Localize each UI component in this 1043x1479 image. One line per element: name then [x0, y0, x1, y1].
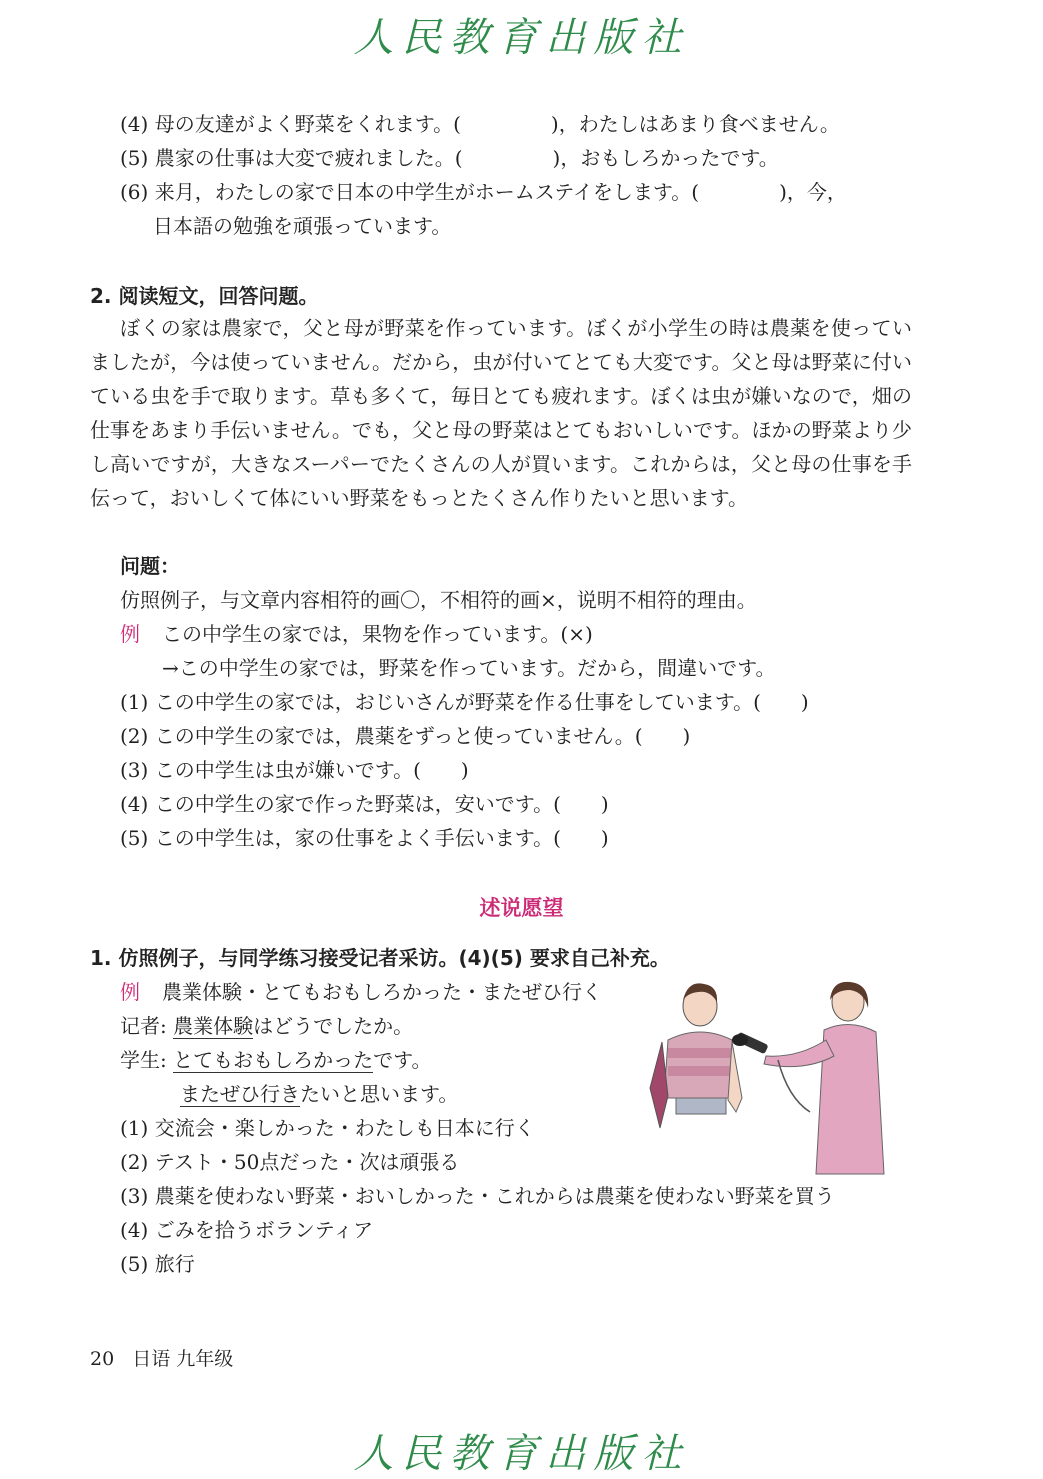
page-footer	[90, 1344, 251, 1371]
item-number: (2)	[120, 724, 149, 748]
item-number: (6)	[120, 180, 149, 204]
fill-item-6-continued: 日本語の勉強を頑張っています。	[153, 214, 452, 238]
publisher-logo-top: 人民教育出版社	[353, 15, 690, 61]
student-label: 学生:	[120, 1048, 167, 1072]
item-text: ごみを拾うボランティア	[154, 1218, 374, 1242]
item-number: (4)	[120, 792, 149, 816]
item-text: 交流会・楽しかった・わたしも日本に行く	[154, 1116, 535, 1140]
item-text: 農家の仕事は大変で疲れました。(	[154, 146, 463, 170]
item-text: テスト・50点だった・次は頑張る	[154, 1150, 460, 1174]
question-label: 问题：	[120, 554, 180, 578]
question-item-5	[120, 821, 609, 855]
publisher-logo-bottom: 人民教育出版社	[353, 1431, 690, 1477]
interview-illustration	[638, 978, 888, 1178]
reporter-rest: はどうでしたか。	[253, 1014, 414, 1038]
book-title: 日语 九年级	[132, 1348, 234, 1370]
student-underlined: とてもおもしろかった	[173, 1048, 374, 1072]
item-text: 母の友達がよく野菜をくれます。(	[154, 112, 461, 136]
interview-item-2	[120, 1145, 459, 1179]
item-number: (5)	[120, 146, 149, 170]
example-text: 農業体験・とてもおもしろかった・またぜひ行く	[162, 980, 602, 1004]
interview-item-3	[120, 1179, 835, 1213]
student-line-2	[180, 1077, 458, 1111]
student-line	[120, 1043, 432, 1077]
example-label: 例	[120, 980, 140, 1004]
question-instruction: 仿照例子，与文章内容相符的画〇，不相符的画×，说明不相符的理由。	[120, 588, 757, 612]
reporter-line	[120, 1009, 413, 1043]
item-text: )，わたしはあまり食べません。	[550, 112, 840, 136]
item-text: 農薬を使わない野菜・おいしかった・これからは農薬を使わない野菜を買う	[154, 1184, 835, 1208]
interview-item-4	[120, 1213, 373, 1247]
reading-passage: ぼくの家は農家で，父と母が野菜を作っています。ぼくが小学生の時は農薬を使っていましたが，今は使っていません。だから，虫が付いてとても大変です。父と母は野菜に付いている虫を手で取ります。草も多くて，毎日とても疲れます。ぼくは虫が嫌いなので，畑の仕事をあまり手伝いません。でも，父と母の野菜はとてもおいしいです。ほかの野菜より少し高いですが，大きなスーパーでたくさんの人が買います。これからは，父と母の仕事を手伝って，おいしくて体にいい野菜をもっとたくさん作りたいと思います。	[90, 316, 912, 510]
interview-heading: 1. 仿照例子，与同学练习接受记者采访。(4)(5) 要求自己补充。	[90, 946, 670, 970]
item-text: この中学生の家では，農薬をずっと使っていません。( )	[154, 724, 691, 748]
item-number: (3)	[120, 758, 149, 782]
item-text: )，おもしろかったです。	[552, 146, 779, 170]
reporter-figure	[732, 982, 884, 1174]
item-text: この中学生は，家の仕事をよく手伝います。( )	[154, 826, 609, 850]
fill-item-6	[120, 175, 847, 209]
item-number: (1)	[120, 690, 149, 714]
item-text: 旅行	[154, 1252, 195, 1276]
item-number: (4)	[120, 112, 149, 136]
fill-item-4	[120, 107, 840, 141]
item-number: (5)	[120, 826, 149, 850]
item-number: (4)	[120, 1218, 149, 1242]
example-text: この中学生の家では，果物を作っています。(×)	[162, 622, 593, 646]
item-number: (1)	[120, 1116, 149, 1140]
example-answer: →この中学生の家では，野菜を作っています。だから，間違いです。	[162, 656, 776, 680]
question-item-2	[120, 719, 690, 753]
page-number: 20	[90, 1348, 115, 1370]
question-item-4	[120, 787, 609, 821]
reporter-underlined: 農業体験	[173, 1014, 254, 1038]
interview-example	[120, 975, 602, 1009]
interview-item-1	[120, 1111, 535, 1145]
item-text: 来月，わたしの家で日本の中学生がホームステイをします。(	[154, 180, 700, 204]
student2-underlined: またぜひ行き	[180, 1082, 300, 1106]
item-text: この中学生は虫が嫌いです。( )	[154, 758, 469, 782]
example-line	[120, 617, 593, 651]
item-text: この中学生の家では，おじいさんが野菜を作る仕事をしています。( )	[154, 690, 809, 714]
student-figure	[650, 983, 742, 1128]
example-label: 例	[120, 622, 140, 646]
question-item-1	[120, 685, 809, 719]
student2-rest: たいと思います。	[300, 1082, 459, 1106]
interview-item-5	[120, 1247, 195, 1281]
item-number: (2)	[120, 1150, 149, 1174]
reporter-label: 记者:	[120, 1014, 167, 1038]
item-number: (3)	[120, 1184, 149, 1208]
item-number: (5)	[120, 1252, 149, 1276]
student-rest: です。	[373, 1048, 432, 1072]
fill-item-5	[120, 141, 779, 175]
question-item-3	[120, 753, 469, 787]
item-text: この中学生の家で作った野菜は，安いです。( )	[154, 792, 609, 816]
reading-heading: 2. 阅读短文，回答问题。	[90, 284, 319, 308]
item-text: )，今，	[779, 180, 847, 204]
section-title: 述说愿望	[479, 896, 564, 920]
